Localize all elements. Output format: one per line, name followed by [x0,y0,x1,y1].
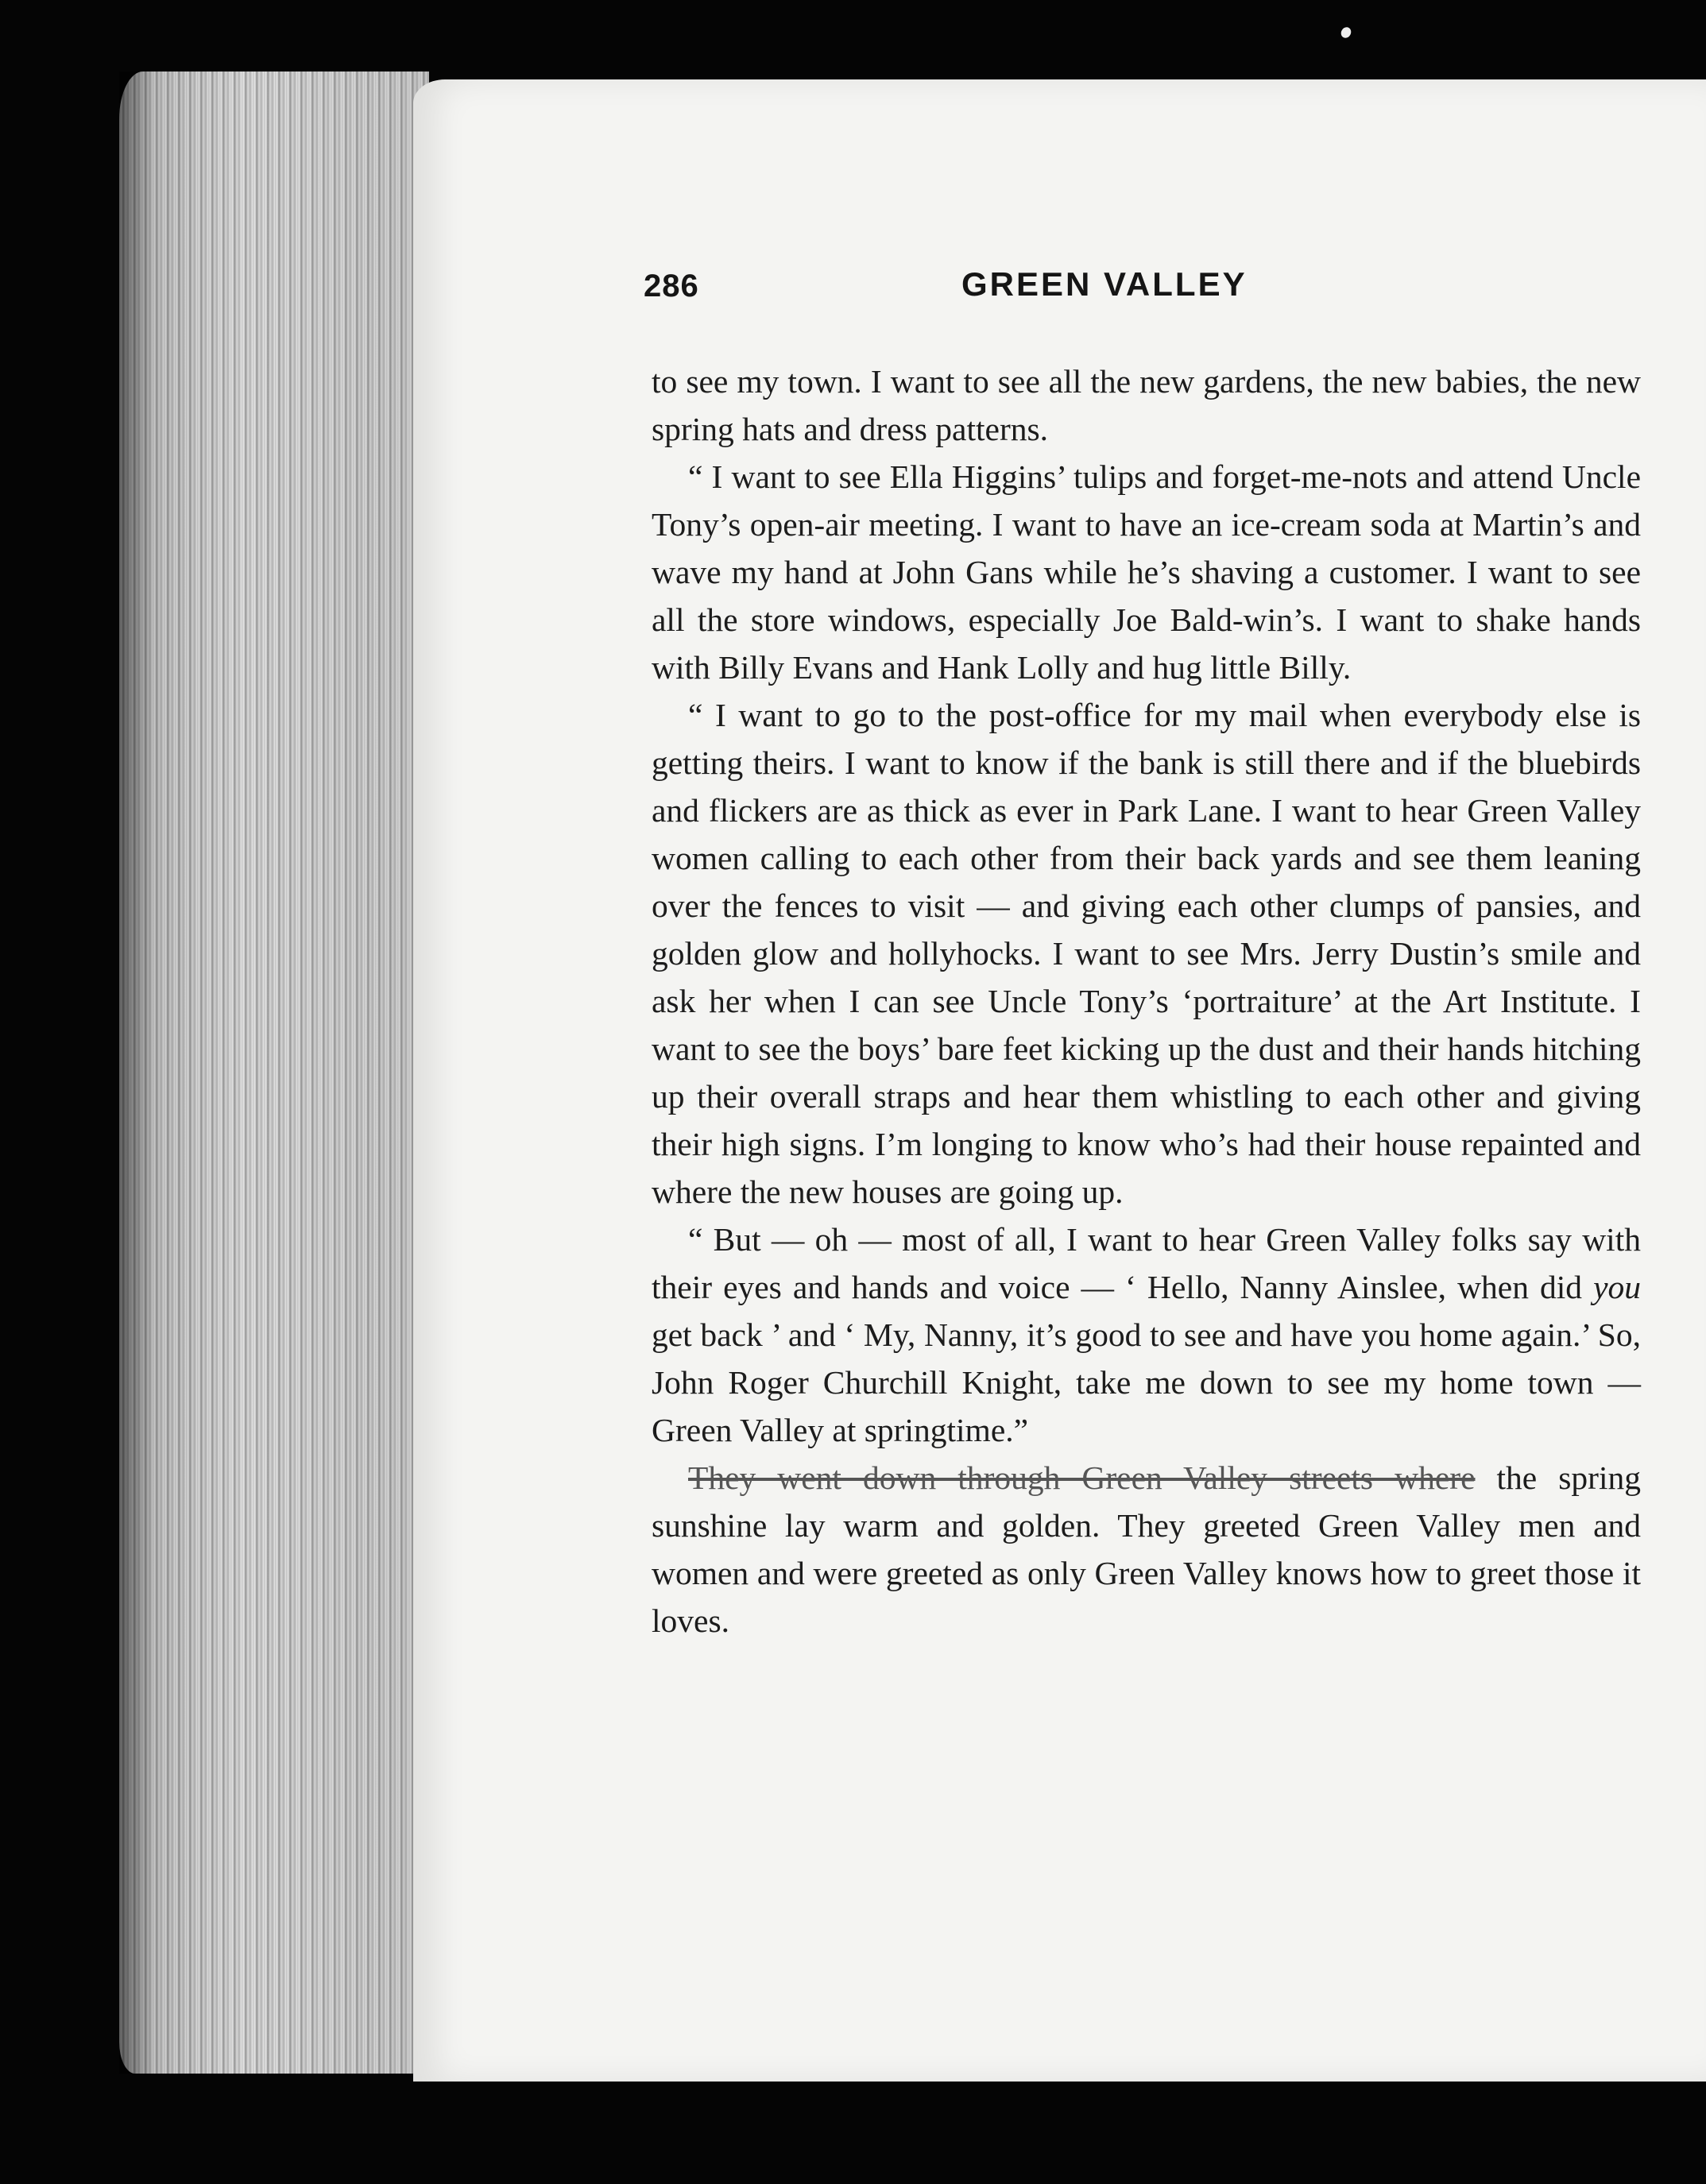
paragraph-4-italic: you [1593,1269,1641,1305]
paragraph-5 [652,1454,1641,1645]
running-title: GREEN VALLEY [961,265,1248,303]
running-head [644,265,1319,324]
paragraph-2: “ I want to see Ella Higgins’ tulips and forget-me-nots and attend Uncle Tony’s open-air meeting. I want to have an ice-cream soda at Martin’s and wave my hand at John Gans while he’s shaving a customer. I want to see all the store windows, especially Joe Bald-win’s. I want to shake hands with Billy Evans and Hank Lolly and hug little Billy. [652,458,1641,686]
book-page-edges [119,72,429,2074]
body-text [652,358,1641,1645]
paragraph-5-text: the spring sunshine lay warm and golden. They greeted Green Valley men and women and were greeted as only Green Valley knows how to greet those it loves. [652,1459,1642,1639]
paragraph-1: to see my town. I want to see all the new gardens, the new babies, the new spring hats and dress patterns. [652,363,1641,447]
paragraph-3: “ I want to go to the post-office for my mail when everybody else is getting theirs. I want to know if the bank is still there and if the bluebirds and flickers are as thick as ever in Park Lane. I want to hear Green Valley women calling to each other from their back yards and see them leaning over the fences to visit — and giving each other clumps of pansies, and golden glow and hollyhocks. I want to see Mrs. Jerry Dustin’s smile and ask her when I can see Uncle Tony’s ‘portraiture’ at the Art Institute. I want to see the boys’ bare feet kicking up the dust and their hands hitching up their overall straps and hear them whistling to each other and giving their high signs. I’m longing to know who’s had their house repainted and where the new houses are going up. [652,697,1641,1210]
paragraph-4-text-b: get back ’ and ‘ My, Nanny, it’s good to see and have you home again.’ So, John Roger Churchill Knight, take me down to see my home town — Green Valley at springtime.” [652,1316,1641,1448]
paragraph-4 [652,1216,1641,1454]
paragraph-5-struck-line: They went down through Green Valley streets where [688,1459,1476,1496]
page-number: 286 [644,269,699,303]
paragraph-4-text-a: “ But — oh — most of all, I want to hear Green Valley folks say with their eyes and hands and voice — ‘ Hello, Nanny Ainslee, when did [652,1221,1641,1305]
